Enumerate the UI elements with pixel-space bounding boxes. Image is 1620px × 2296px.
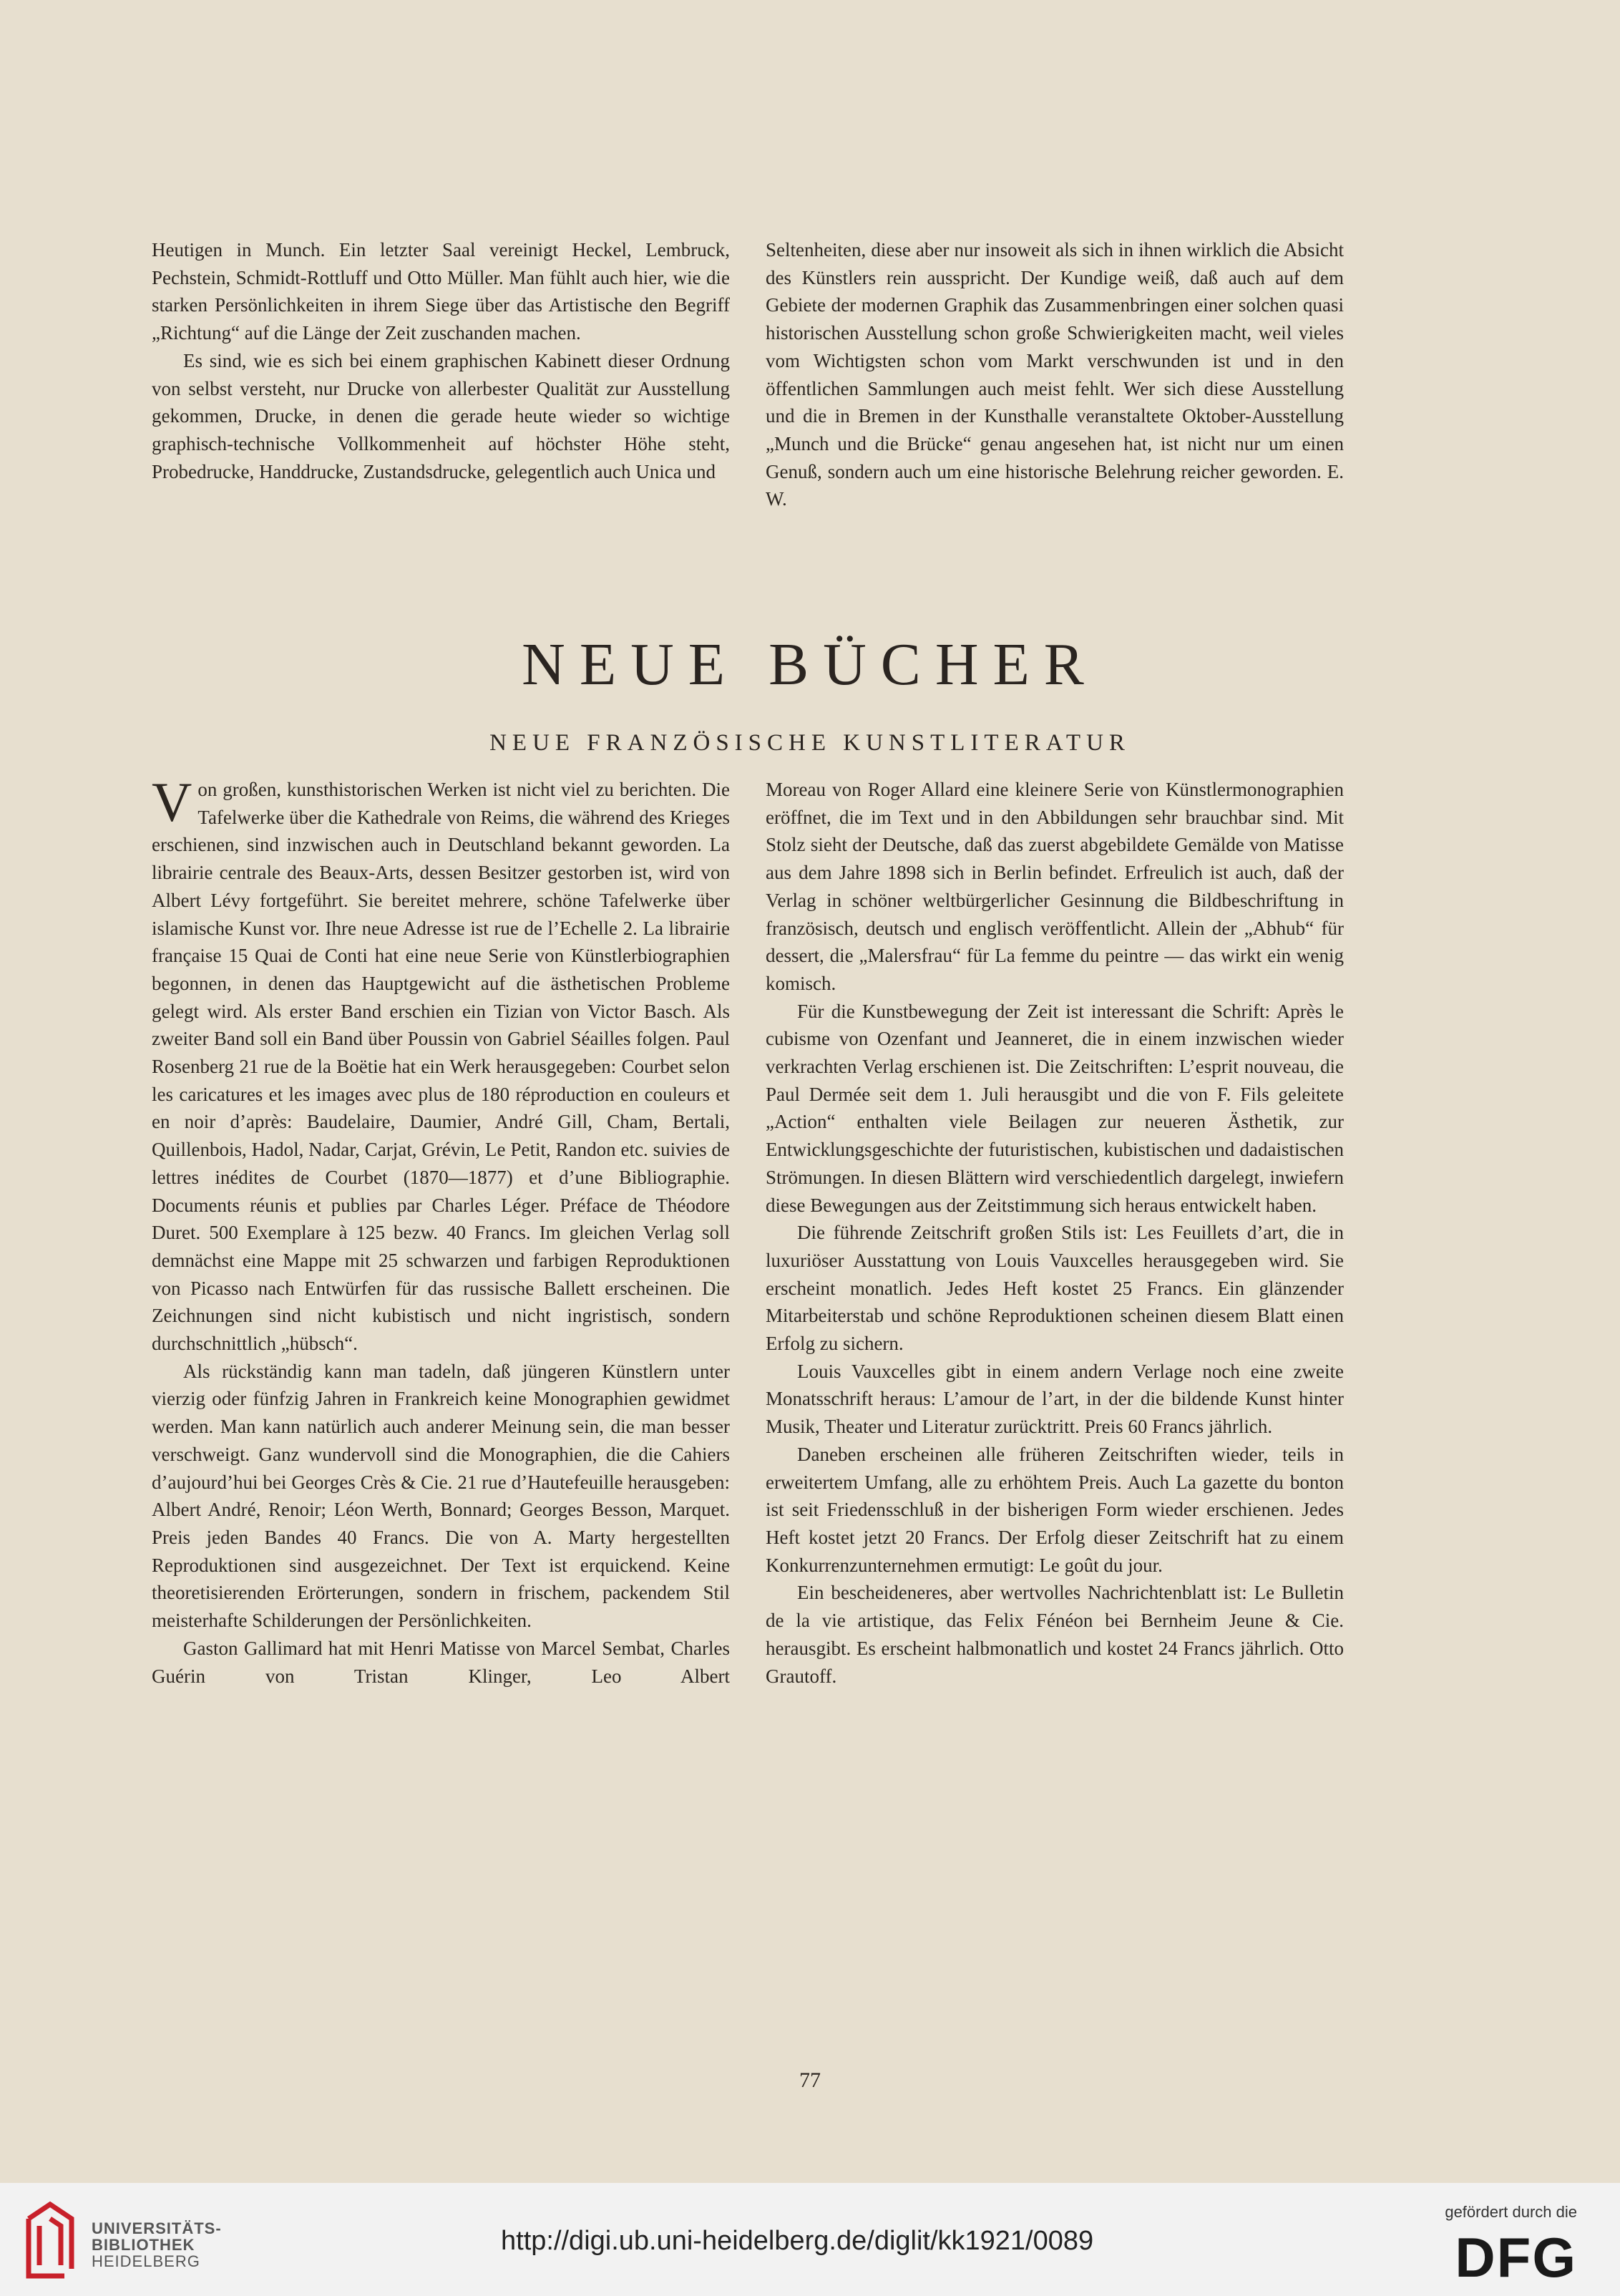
paragraph: Louis Vauxcelles gibt in einem andern Verlage noch eine zweite Monatsschrift heraus: L’amour de l’art, in der die bildende Kunst hinter Musik, Theater und Literatur zurücktritt. Preis 60 Francs jährlich. [766, 1360, 1344, 1438]
paragraph: Moreau von Roger Allard eine kleinere Serie von Künstlermonographien eröffnet, die im Text und in den Abbildungen sehr brauchbar sind. Mit Stolz sieht der Deutsche, daß das zuerst abgebildete Gemälde von Matisse aus dem Jahre 1898 sich in Berlin befindet. Erfreulich ist auch, daß der Verlag in schöner weltbürgerlicher Gesinnung die Bildbeschriftung in französisch, deutsch und englisch veröffentlicht. Allein der „Abhub“ für dessert, die „Malersfrau“ für La femme du peintre — das wirkt ein wenig komisch. [766, 779, 1344, 994]
dfg-logo: DFG [1455, 2226, 1577, 2289]
logo-line: HEIDELBERG [92, 2252, 200, 2270]
paragraph: Als rückständig kann man tadeln, daß jüngeren Künstlern unter vierzig oder fünfzig Jahren in Frankreich keine Monographien gewidmet werden. Man kann natürlich auch anderer Meinung sein, die man besser verschweigt. Ganz wundervoll sind die Monographien, die die Cahiers d’aujourd’hui bei Georges Crès & Cie. 21 rue d’Hautefeuille herausgeben: Albert André, Renoir; Léon Werth, Bonnard; Georges Besson, Marquet. Preis jeden Bandes 40 Francs. Die von A. Marty hergestellten Reproduktionen sind ausgezeichnet. Der Text ist erquickend. Keine theoretisierenden Erörterungen, sondern in frischem, packendem Stil meisterhafte Schilderungen der Persönlichkeiten. [152, 1360, 730, 1632]
paragraph: Für die Kunstbewegung der Zeit ist interessant die Schrift: Après le cubisme von Ozenfant und Jeanneret, die in einem inzwischen wieder verkrachten Verlag erschienen ist. Die Zeitschriften: L’esprit nouveau, die Paul Dermée seit dem 1. Juli herausgibt und die von F. Fils geleitete „Action“ enthalten viele Beilagen zur neueren Ästhetik, zur Entwicklungsgeschichte der futuristischen, kubistischen und dadaistischen Strömungen. In diesen Blättern wird verschiedentlich dargelegt, inwiefern diese Bewegungen aus der Zeitstimmung sich heraus entwickelt haben. [766, 1000, 1344, 1216]
paragraph: Seltenheiten, diese aber nur insoweit als sich in ihnen wirklich die Absicht des Künstlers rein ausspricht. Der Kundige weiß, daß auch auf dem Gebiete der modernen Graphik das Zusammenbringen einer solchen quasi historischen Ausstellung schon große Schwierigkeiten macht, weil vieles vom Wichtigsten schon vom Markt verschwunden ist und in den öffentlichen Sammlungen auch meist fehlt. Wer sich diese Ausstellung und die in Bremen in der Kunsthalle veranstaltete Oktober-Ausstellung „Munch und die Brücke“ genau angesehen hat, ist nicht nur um einen Genuß, sondern auch um eine historische Belehrung reicher geworden. E. W. [766, 239, 1344, 510]
bottom-right-column [766, 776, 1344, 1690]
top-left-column [152, 236, 730, 485]
bottom-left-column [152, 771, 730, 1690]
paragraph-text: on großen, kunsthistorischen Werken ist nicht viel zu berichten. Die Tafelwerke über die Kathedrale von Reims, die während des Krieges erschienen, sind inzwischen auch in Deutschland bekannt geworden. La librairie centrale des Beaux-Arts, dessen Besitzer gestorben ist, wird von Albert Lévy fortgeführt. Sie bereitet mehrere, schöne Tafelwerke über islamische Kunst vor. Ihre neue Adresse ist rue de l’Echelle 2. La librairie française 15 Quai de Conti hat eine neue Serie von Künstlerbiographien begonnen, in denen das Hauptgewicht auf die ästhetischen Probleme gelegt wird. Als erster Band erschien ein Tizian von Victor Basch. Als zweiter Band soll ein Band über Poussin von Gabriel Séailles folgen. Paul Rosenberg 21 rue de la Boëtie hat ein Werk herausgegeben: Courbet selon les caricatures et les images avec plus de 180 réproduction en couleurs et en noir d’après: Baudelaire, Daumier, André Gill, Cham, Bertali, Quillenbois, Hadol, Nadar, Carjat, Grévin, Le Petit, Randon etc. suivies de lettres inédites de Courbet (1870—1877) et d’une Bibliographie. Documents réunis et publies par Charles Léger. Préface de Théodore Duret. 500 Exemplare à 125 bezw. 40 Francs. Im gleichen Verlag soll demnächst eine Mappe mit 25 schwarzen und farbigen Reproduktionen von Picasso nach Entwürfen für das russische Ballett erscheinen. Die Zeichnungen sind nicht kubistisch und nicht ingristisch, sondern durchschnittlich „hübsch“. [152, 779, 730, 1355]
paragraph: Es sind, wie es sich bei einem graphischen Kabinett dieser Ordnung von selbst versteht, nur Drucke von allerbester Qualität zur Ausstellung gekommen, Drucke, in denen die gerade heute wieder so wichtige graphisch-technische Vollkommenheit auf höchster Höhe steht, Probedrucke, Handdrucke, Zustandsdrucke, gelegentlich auch Unica und [152, 349, 730, 482]
permalink-url[interactable]: http://digi.ub.uni-heidelberg.de/diglit/kk1921/0089 [501, 2226, 1094, 2256]
logo-line: UNIVERSITÄTS- [92, 2219, 222, 2237]
paragraph: Ein bescheideneres, aber wertvolles Nachrichtenblatt ist: Le Bulletin de la vie artistique, das Felix Fénéon bei Bernheim Jeune & Cie. herausgibt. Es erscheint halbmonatlich und kostet 24 Francs jährlich. Otto Grautoff. [766, 1582, 1344, 1687]
paragraph: Daneben erscheinen alle früheren Zeitschriften wieder, teils in erweitertem Umfang, alle zu erhöhtem Preis. Auch La gazette du bonton ist seit Friedensschluß in der bisherigen Form wieder erschienen. Jedes Heft kostet jetzt 20 Francs. Der Erfolg dieser Zeitschrift hat zu einem Konkurrenzunternehmen ermutigt: Le goût du jour. [766, 1443, 1344, 1576]
paragraph: Heutigen in Munch. Ein letzter Saal vereinigt Heckel, Lembruck, Pechstein, Schmidt-Rottluff und Otto Müller. Man fühlt auch hier, wie die starken Persönlichkeiten in ihrem Siege über das Artistische den Begriff „Richtung“ auf die Länge der Zeit zuschanden machen. [152, 239, 730, 344]
library-logo-icon [21, 2197, 79, 2282]
section-title: NEUE BÜCHER [522, 631, 1098, 698]
top-right-column [766, 236, 1344, 513]
paragraph: Gaston Gallimard hat mit Henri Matisse von Marcel Sembat, Charles Guérin von Tristan Klinger, Leo Albert [152, 1637, 730, 1687]
footer-bar [0, 2183, 1620, 2296]
page-number: 77 [799, 2068, 821, 2092]
paragraph: Die führende Zeitschrift großen Stils ist: Les Feuillets d’art, die in luxuriöser Ausstattung von Louis Vauxcelles herausgegeben wird. Sie erscheint monatlich. Jedes Heft kostet 25 Francs. Ein glänzender Mitarbeiterstab und schöne Reproduktionen scheinen diesem Blatt einen Erfolg zu sichern. [766, 1222, 1344, 1355]
section-subtitle: NEUE FRANZÖSISCHE KUNSTLITERATUR [489, 730, 1131, 756]
logo-line: BIBLIOTHEK [92, 2236, 195, 2254]
drop-cap: V [152, 771, 192, 833]
funding-label: gefördert durch die [1445, 2203, 1577, 2221]
library-logo-text [92, 2220, 222, 2270]
first-paragraph [152, 771, 730, 1358]
